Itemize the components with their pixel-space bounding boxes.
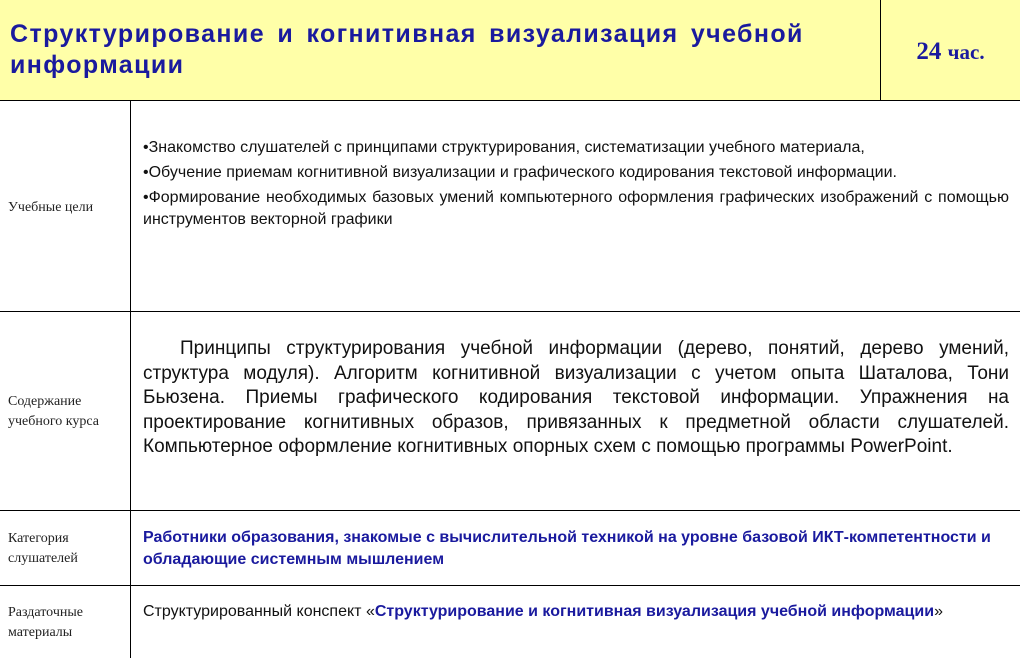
hours-value: 24 [916,38,942,65]
course-title: Структурирование и когнитивная визуализация учебной информации [10,20,804,79]
materials-prefix: Структурированный конспект « [143,603,375,620]
materials-suffix: » [934,603,943,620]
materials-label: Раздаточные материалы [8,605,83,640]
content-text: Принципы структурирования учебной информации (дерево, понятий, дерево умений, структура модуля). Алгоритм когнитивной визуализации с учетом опыта Шаталова, Тони Бьюзена. Приемы графического кодирования текстовой информации. Упражнения на проектирование когнитивных образов, привязанных к предметной области слушателей. Компьютерное оформление когнитивных опорных схем с помощью программы PowerPoint. [143,338,1009,457]
materials-row [0,586,1020,658]
goals-row [0,101,1020,312]
goals-label: Учебные цели [8,200,94,215]
course-hours [881,38,1020,66]
materials-text [143,601,1009,623]
hours-unit: час. [947,40,985,64]
goal-item: •Обучение приемам когнитивной визуализации и графического кодирования текстовой информации. [143,164,897,181]
goal-item: •Знакомство слушателей с принципами структурирования, систематизации учебного материала, [143,139,865,156]
audience-row [0,511,1020,586]
content-label: Содержание учебного курса [8,394,99,429]
goal-item: •Формирование необходимых базовых умений компьютерного оформления графических изображений с помощью инструментов векторной графики [143,189,1009,228]
goals-list [143,137,1009,234]
course-header [0,0,1020,101]
content-row [0,312,1020,511]
audience-text: Работники образования, знакомые с вычислительной техникой на уровне базовой ИКТ-компетентности и обладающие системным мышлением [143,529,991,568]
audience-label: Категория слушателей [8,531,78,566]
materials-title: Структурирование и когнитивная визуализация учебной информации [374,603,935,620]
